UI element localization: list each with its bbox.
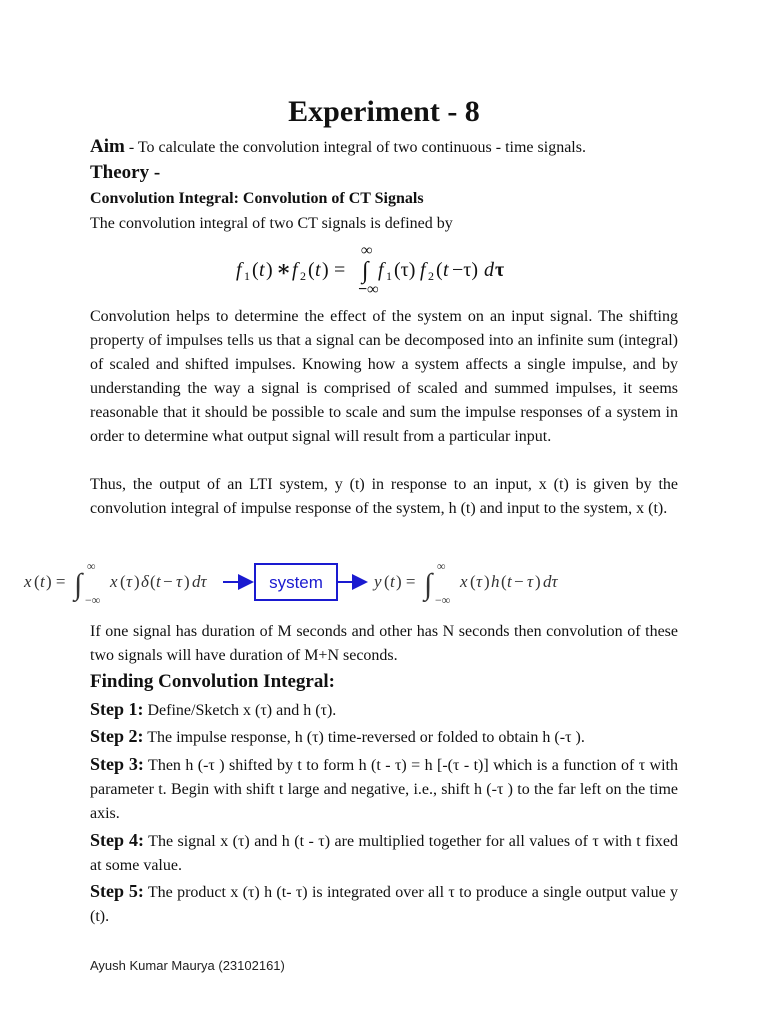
step-4 (90, 828, 678, 878)
svg-text:(: ( (120, 572, 126, 591)
svg-text:(: ( (150, 572, 156, 591)
aim-text: - To calculate the convolution integral of two continuous - time signals. (124, 139, 586, 156)
step-text: The product x (τ) h (t- τ) is integrated over all τ to produce a single output value y (t). (90, 884, 679, 925)
svg-text:): ) (266, 259, 273, 281)
step-text: The impulse response, h (τ) time-reversed or folded to obtain h (-τ ). (143, 729, 585, 746)
svg-text:): ) (322, 259, 329, 281)
svg-text:(: ( (470, 572, 476, 591)
svg-text:): ) (134, 572, 140, 591)
svg-text:∞: ∞ (87, 559, 96, 573)
svg-text:t: t (507, 572, 512, 591)
svg-text:dτ: dτ (543, 572, 558, 591)
definition-intro: The convolution integral of two CT signals is defined by (90, 215, 453, 232)
svg-text:1: 1 (244, 269, 250, 283)
svg-text:(: ( (384, 572, 390, 591)
svg-text:(: ( (308, 259, 315, 281)
step-5 (90, 879, 678, 929)
svg-text:τ: τ (495, 259, 505, 281)
convolution-integral-equation (90, 244, 678, 294)
svg-text:y: y (374, 572, 382, 591)
svg-text:f: f (292, 259, 298, 281)
svg-text:τ: τ (476, 572, 483, 591)
paragraph-lti-output: Thus, the output of an LTI system, y (t) in response to an input, x (t) is given by the convolution integral of impulse response of the system, h (t) and input to the system, x (t). (90, 476, 678, 517)
svg-text:t: t (443, 259, 449, 281)
paragraph-convolution-intro: Convolution helps to determine the effect of the system on an input signal. The shifting property of impulses tells us that a signal can be decomposed into an infinite sum (integral) of scaled and shifted impulses. Knowing how a system affects a single impulse, and by understanding the way a signal is comprised of scaled and summed impulses, it seems reasonable that it should be possible to scale and sum the impulse responses of a system in order to determine what output signal will result from a particular input. (90, 308, 678, 445)
svg-text:τ: τ (527, 572, 534, 591)
theory-heading: Theory - (90, 162, 161, 183)
svg-text:(: ( (252, 259, 259, 281)
svg-text:) =: ) = (46, 572, 66, 591)
svg-text:∗: ∗ (276, 256, 292, 281)
step-label: Step 5: (90, 881, 144, 901)
step-3 (90, 752, 678, 826)
svg-text:dτ: dτ (192, 572, 207, 591)
svg-text:): ) (535, 572, 541, 591)
step-label: Step 3: (90, 754, 144, 774)
svg-text:d: d (484, 259, 494, 281)
finding-convolution-heading: Finding Convolution Integral: (90, 671, 335, 692)
step-1 (90, 697, 678, 723)
svg-text:) =: ) = (396, 572, 416, 591)
svg-text:∫: ∫ (362, 258, 369, 284)
svg-text:2: 2 (428, 269, 434, 283)
svg-text:f: f (420, 259, 426, 281)
svg-text:−τ): −τ) (452, 259, 478, 281)
step-label: Step 2: (90, 726, 144, 746)
svg-text:(: ( (501, 572, 507, 591)
svg-text:δ: δ (141, 572, 149, 591)
svg-text:f: f (378, 259, 384, 281)
step-label: Step 4: (90, 830, 144, 850)
svg-text:x: x (24, 572, 32, 591)
svg-text:t: t (390, 572, 395, 591)
svg-text:=: = (334, 259, 346, 281)
svg-text:−: − (514, 572, 524, 591)
svg-text:t: t (156, 572, 161, 591)
svg-text:∞: ∞ (361, 244, 373, 259)
svg-text:h: h (491, 572, 500, 591)
svg-text:τ: τ (176, 572, 183, 591)
step-text: Define/Sketch x (τ) and h (τ). (143, 702, 337, 719)
svg-text:): ) (184, 572, 190, 591)
svg-text:x: x (460, 572, 468, 591)
svg-text:f: f (236, 259, 242, 281)
lti-system-diagram (0, 556, 678, 608)
aim-line (90, 135, 678, 160)
page-title: Experiment - 8 (288, 95, 480, 128)
svg-text:): ) (484, 572, 490, 591)
svg-text:τ: τ (126, 572, 133, 591)
svg-text:−∞: −∞ (358, 281, 379, 294)
step-text: Then h (-τ ) shifted by t to form h (t - τ) = h [-(τ - t)] which is a function of τ with parameter t. Begin with shift t large and negative, i.e., shift h (-τ ) to the far left on the time axis. (90, 757, 678, 822)
aim-label: Aim (90, 136, 125, 157)
svg-text:∫: ∫ (74, 568, 83, 601)
convolution-heading: Convolution Integral: Convolution of CT Signals (90, 190, 424, 207)
svg-text:1: 1 (386, 269, 392, 283)
step-text: The signal x (τ) and h (t - τ) are multiplied together for all values of τ with t fixed at some value. (90, 833, 679, 874)
svg-text:2: 2 (300, 269, 306, 283)
paragraph-duration: If one signal has duration of M seconds and other has N seconds then convolution of these two signals will have duration of M+N seconds. (90, 623, 678, 664)
svg-text:−: − (163, 572, 173, 591)
svg-text:(τ): (τ) (394, 259, 416, 281)
svg-text:−∞: −∞ (435, 593, 451, 607)
step-label: Step 1: (90, 699, 144, 719)
svg-text:−∞: −∞ (85, 593, 101, 607)
svg-text:∫: ∫ (424, 568, 433, 601)
svg-text:(: ( (34, 572, 40, 591)
step-2 (90, 724, 678, 750)
svg-text:t: t (40, 572, 45, 591)
svg-text:t: t (259, 259, 265, 281)
svg-text:x: x (110, 572, 118, 591)
svg-text:∞: ∞ (437, 559, 446, 573)
svg-text:(: ( (436, 259, 443, 281)
footer-author: Ayush Kumar Maurya (23102161) (90, 958, 285, 973)
svg-text:t: t (315, 259, 321, 281)
system-box-label: system (269, 573, 323, 592)
